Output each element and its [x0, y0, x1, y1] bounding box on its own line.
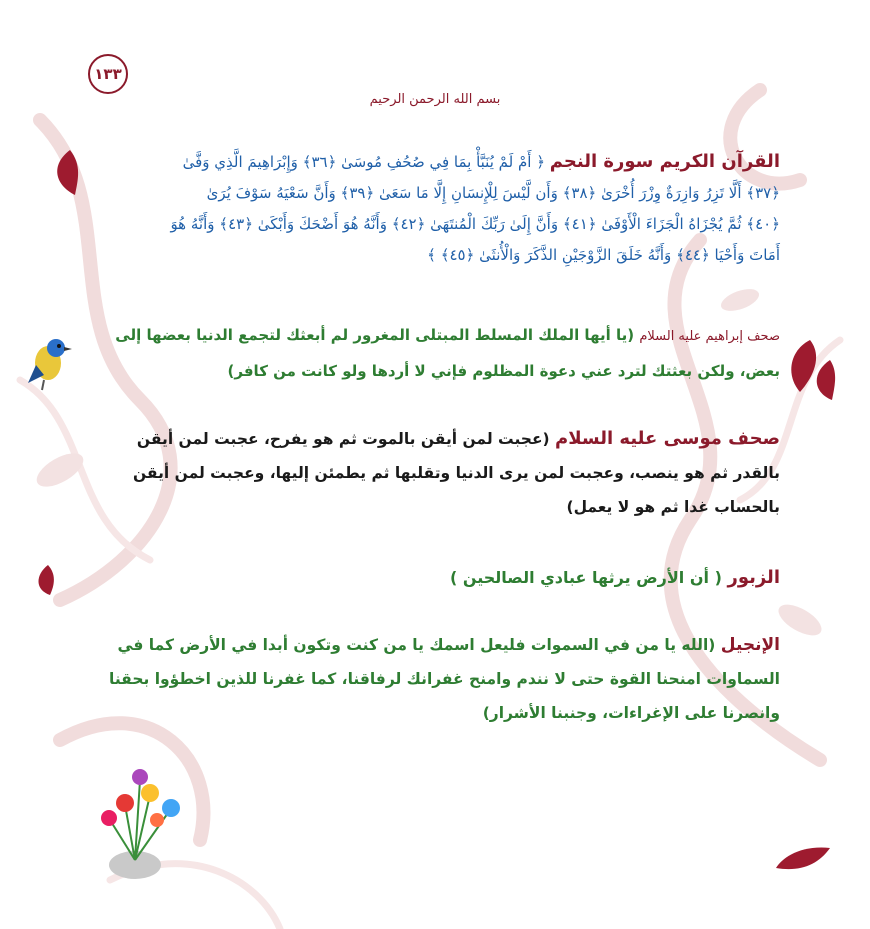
zabur-paragraph	[90, 561, 780, 595]
musa-label: صحف موسى عليه السلام	[555, 428, 780, 449]
musa-scrolls-paragraph	[90, 422, 780, 524]
leaf-icon	[776, 848, 830, 870]
musa-text: (عجبت لمن أيقن بالموت ثم هو يفرح، عجبت لمن أيقن بالقدر ثم هو ينصب، وعجبت لمن يرى الدنيا وتقلبها ثم يطمئن إليها، وعجبت لمن أيقن بالحساب غدا ثم هو لا يعمل)	[132, 430, 780, 516]
zabur-label: الزبور	[727, 567, 780, 588]
injil-paragraph	[90, 628, 780, 730]
quran-verses: ﴿ أَمْ لَمْ يُنَبَّأْ بِمَا فِي صُحُفِ مُوسَىٰ ﴿٣٦﴾ وَإِبْرَاهِيمَ الَّذِي وَفَّىٰ ﴿٣٧﴾ أَلَّا تَزِرُ وَازِرَةٌ وِزْرَ أُخْرَىٰ ﴿٣٨﴾ وَأَن لَّيْسَ لِلْإِنسَانِ إِلَّا مَا سَعَىٰ ﴿٣٩﴾ وَأَنَّ سَعْيَهُ سَوْفَ يُرَىٰ ﴿٤٠﴾ ثُمَّ يُجْزَاهُ الْجَزَاءَ الْأَوْفَىٰ ﴿٤١﴾ وَأَنَّ إِلَىٰ رَبِّكَ الْمُنتَهَىٰ ﴿٤٢﴾ وَأَنَّهُ هُوَ أَضْحَكَ وَأَبْكَىٰ ﴿٤٣﴾ وَأَنَّهُ هُوَ أَمَاتَ وَأَحْيَا ﴿٤٤﴾ وَأَنَّهُ خَلَقَ الزَّوْجَيْنِ الذَّكَرَ وَالْأُنثَىٰ ﴿٤٥﴾ ﴾	[170, 153, 780, 264]
zabur-text: ( أن الأرض يرثها عبادي الصالحين )	[449, 568, 722, 587]
injil-label: الإنجيل	[720, 635, 780, 655]
leaf-icon	[791, 340, 816, 392]
injil-text: (الله يا من في السموات فليعل اسمك يا من كنت وتكون أبدا في الأرض كما في السماوات امنحنا القوة حتى لا نندم وامنح غفرانك لرفاقنا، كما غفرنا للذين اخطؤوا بحقنا وانصرنا على الإغراءات، وجنبنا الأشرار)	[109, 636, 780, 722]
ibrahim-text: (يا أيها الملك المسلط المبتلى المغرور لم أبعثك لتجمع الدنيا بعضها إلى بعض، ولكن بعثتك لترد عني دعوة المظلوم فإني لا أردها ولو كانت من كافر)	[115, 326, 780, 380]
quran-excerpt	[170, 146, 780, 271]
leaf-icon	[817, 360, 835, 400]
ibrahim-label: صحف إبراهيم عليه السلام	[639, 329, 780, 344]
ibrahim-scrolls-paragraph	[90, 318, 780, 388]
leaf-icon	[38, 565, 53, 595]
basmala-header: بسم الله الرحمن الرحيم	[369, 92, 501, 107]
quran-heading: القرآن الكريم سورة النجم	[549, 151, 780, 172]
bird-icon	[28, 339, 72, 390]
page-number: ١٣٣	[88, 54, 128, 94]
